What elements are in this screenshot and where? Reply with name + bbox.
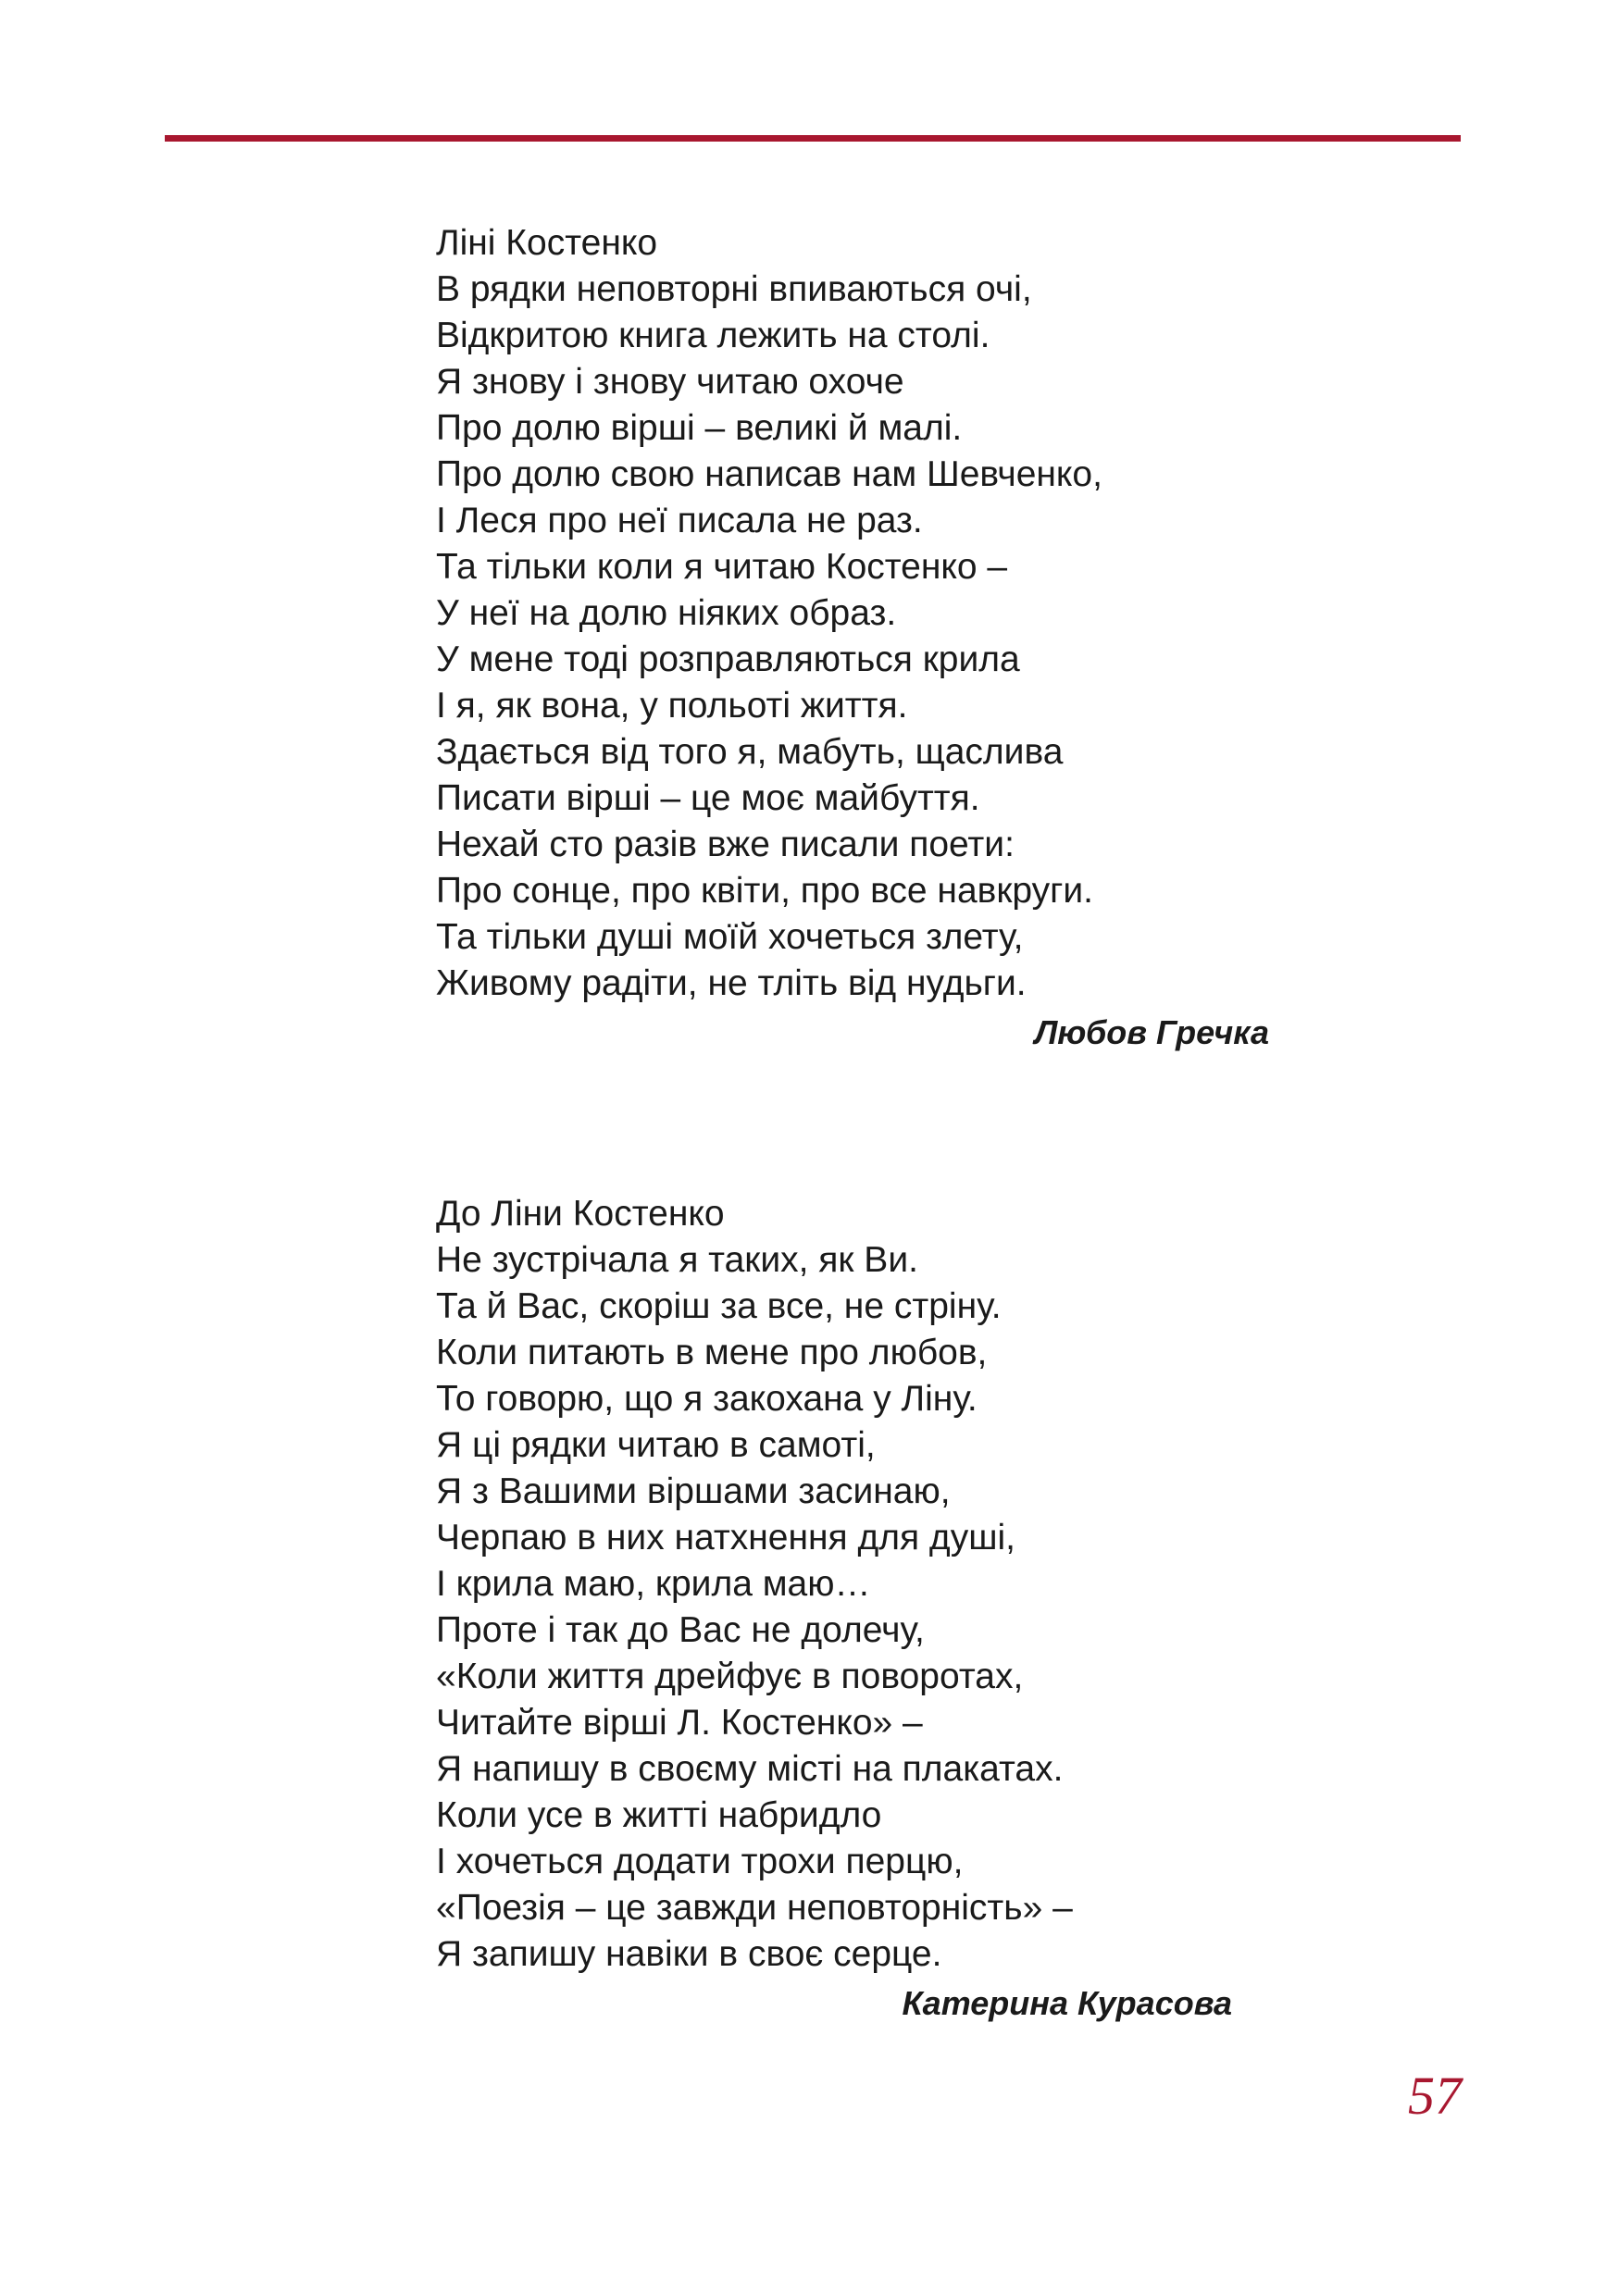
poem-line: То говорю, що я закохана у Ліну. xyxy=(436,1379,978,1419)
poem-to-lina-kostenko xyxy=(436,1191,1362,2026)
poem-line: Проте і так до Вас не долечу, xyxy=(436,1610,925,1650)
poem-line: Не зустрічала я таких, як Ви. xyxy=(436,1240,918,1280)
poem-line: І крила маю, крила маю… xyxy=(436,1564,871,1604)
poem-line: Нехай сто разів вже писали поети: xyxy=(436,825,1015,864)
poem-line: Черпаю в них натхнення для душі, xyxy=(436,1518,1015,1558)
poem-line: У неї на долю ніяких образ. xyxy=(436,593,897,633)
poem-line: «Коли життя дрейфує в поворотах, xyxy=(436,1657,1024,1696)
poem-line: Я ці рядки читаю в самоті, xyxy=(436,1425,876,1465)
poem-line: Я запишу навіки в своє серце. xyxy=(436,1934,942,1974)
poem-line: Читайте вірші Л. Костенко» – xyxy=(436,1703,923,1743)
poem-title: До Ліни Костенко xyxy=(436,1194,725,1234)
poem-line: І Леся про неї писала не раз. xyxy=(436,501,923,540)
poem-line: Та тільки коли я читаю Костенко – xyxy=(436,547,1008,587)
poem-line: І я, як вона, у польоті життя. xyxy=(436,686,908,726)
poem-author: Катерина Курасова xyxy=(902,1984,1232,2022)
poem-line: Про долю вірші – великі й малі. xyxy=(436,408,963,448)
page-number: 57 xyxy=(1408,2066,1462,2126)
poem-line: І хочеться додати трохи перцю, xyxy=(436,1842,964,1881)
poem-line: Та й Вас, скоріш за все, не стріну. xyxy=(436,1286,1002,1326)
poem-line: Та тільки душі моїй хочеться злету, xyxy=(436,917,1024,957)
poem-line: Я знову і знову читаю охоче xyxy=(436,362,904,402)
poem-line: Коли питають в мене про любов, xyxy=(436,1333,988,1372)
poem-line: Я напишу в своєму місті на плакатах. xyxy=(436,1749,1064,1789)
poem-line: Коли усе в житті набридло xyxy=(436,1795,882,1835)
poem-line: Про долю свою написав нам Шевченко, xyxy=(436,454,1102,494)
poem-line: Я з Вашими віршами засинаю, xyxy=(436,1471,951,1511)
poem-lina-kostenko xyxy=(436,220,1362,1055)
poem-line: «Поезія – це завжди неповторність» – xyxy=(436,1888,1073,1928)
poem-line: Відкритою книга лежить на столі. xyxy=(436,316,990,355)
poem-title: Ліні Костенко xyxy=(436,223,658,263)
poem-line: Живому радіти, не тліть від нудьги. xyxy=(436,963,1027,1003)
poem-line: В рядки неповторні впиваються очі, xyxy=(436,269,1032,309)
poem-author: Любов Гречка xyxy=(1034,1013,1269,1051)
poem-line: Про сонце, про квіти, про все навкруги. xyxy=(436,871,1094,911)
poem-line: Здається від того я, мабуть, щаслива xyxy=(436,732,1064,772)
poem-line: Писати вірші – це моє майбуття. xyxy=(436,778,980,818)
poem-line: У мене тоді розправляються крила xyxy=(436,639,1020,679)
header-rule xyxy=(165,135,1461,142)
